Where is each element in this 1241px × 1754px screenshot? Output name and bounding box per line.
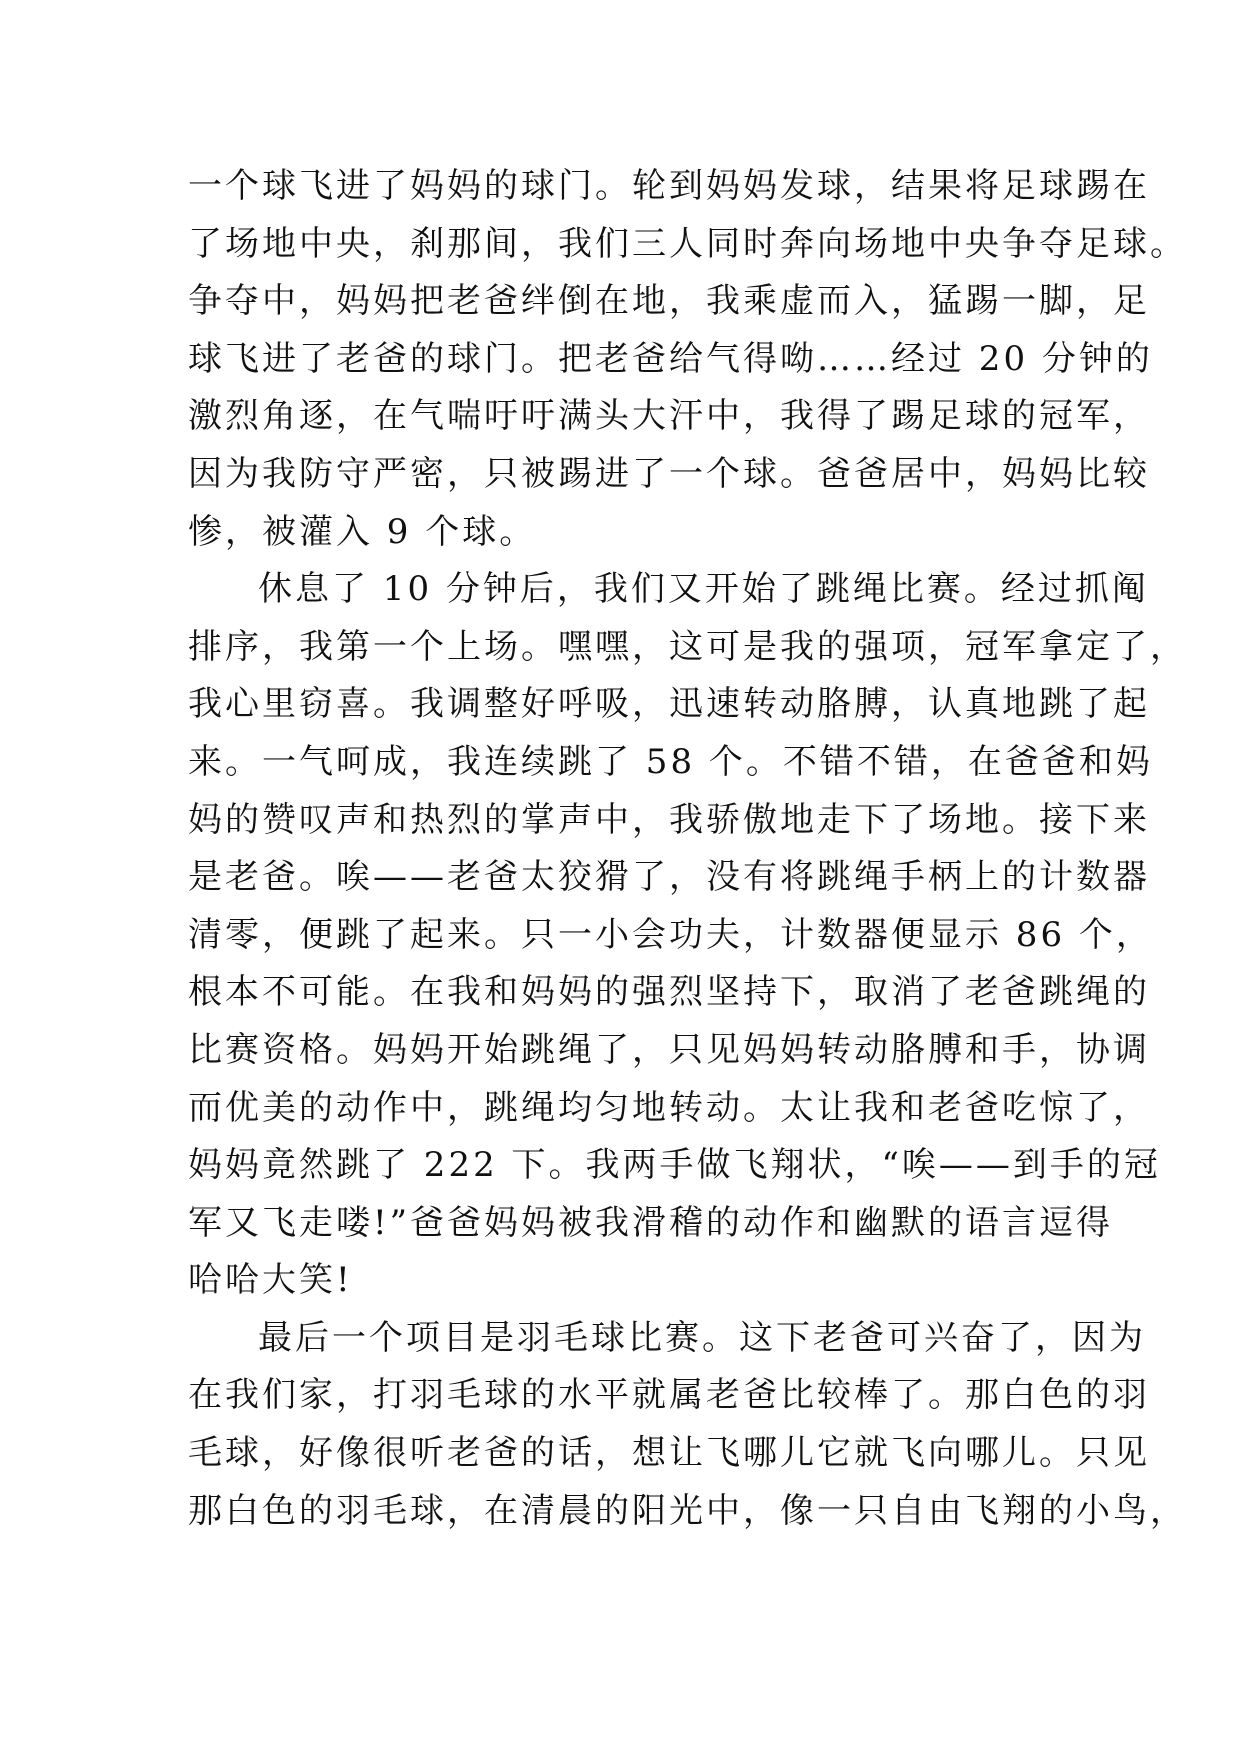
text-line: 毛球，好像很听老爸的话，想让飞哪儿它就飞向哪儿。只见 [188, 1433, 1150, 1474]
text-line: 是老爸。唉——老爸太狡猾了，没有将跳绳手柄上的计数器 [188, 857, 1150, 898]
text-line: 根本不可能。在我和妈妈的强烈坚持下，取消了老爸跳绳的 [188, 972, 1150, 1013]
text-line: 惨，被灌入 9 个球。 [188, 511, 537, 552]
text-line: 排序，我第一个上场。嘿嘿，这可是我的强项，冠军拿定了， [188, 626, 1187, 667]
text-line: 军又飞走喽!”爸爸妈妈被我滑稽的动作和幽默的语言逗得 [188, 1202, 1114, 1243]
text-line: 争夺中，妈妈把老爸绊倒在地，我乘虚而入，猛踢一脚，足 [188, 281, 1150, 322]
text-line: 而优美的动作中，跳绳均匀地转动。太让我和老爸吃惊了， [188, 1087, 1150, 1128]
text-line: 了场地中央，刹那间，我们三人同时奔向场地中央争夺足球。 [188, 223, 1187, 264]
text-line: 在我们家，打羽毛球的水平就属老爸比较棒了。那白色的羽 [188, 1375, 1150, 1416]
text-line: 比赛资格。妈妈开始跳绳了，只见妈妈转动胳膊和手，协调 [188, 1029, 1150, 1070]
text-line: 因为我防守严密，只被踢进了一个球。爸爸居中，妈妈比较 [188, 453, 1150, 494]
paragraph-first-line: 休息了 10 分钟后，我们又开始了跳绳比赛。经过抓阄 [258, 569, 1149, 610]
text-line: 球飞进了老爸的球门。把老爸给气得呦……经过 20 分钟的 [188, 338, 1153, 379]
body-text [188, 158, 1187, 1540]
text-line: 激烈角逐，在气喘吁吁满头大汗中，我得了踢足球的冠军， [188, 396, 1150, 437]
text-line: 一个球飞进了妈妈的球门。轮到妈妈发球，结果将足球踢在 [188, 166, 1150, 206]
text-line: 我心里窃喜。我调整好呼吸，迅速转动胳膊，认真地跳了起 [188, 684, 1150, 725]
text-line: 妈妈竟然跳了 222 下。我两手做飞翔状，“唉——到手的冠 [188, 1145, 1161, 1186]
text-line: 哈哈大笑! [188, 1260, 353, 1301]
text-line: 来。一气呵成，我连续跳了 58 个。不错不错，在爸爸和妈 [188, 741, 1153, 782]
text-line: 妈的赞叹声和热烈的掌声中，我骄傲地走下了场地。接下来 [188, 799, 1150, 840]
text-line: 清零，便跳了起来。只一小会功夫，计数器便显示 86 个， [188, 914, 1153, 955]
text-line: 那白色的羽毛球，在清晨的阳光中，像一只自由飞翔的小鸟， [188, 1490, 1187, 1531]
paragraph-first-line: 最后一个项目是羽毛球比赛。这下老爸可兴奋了，因为 [258, 1317, 1146, 1358]
